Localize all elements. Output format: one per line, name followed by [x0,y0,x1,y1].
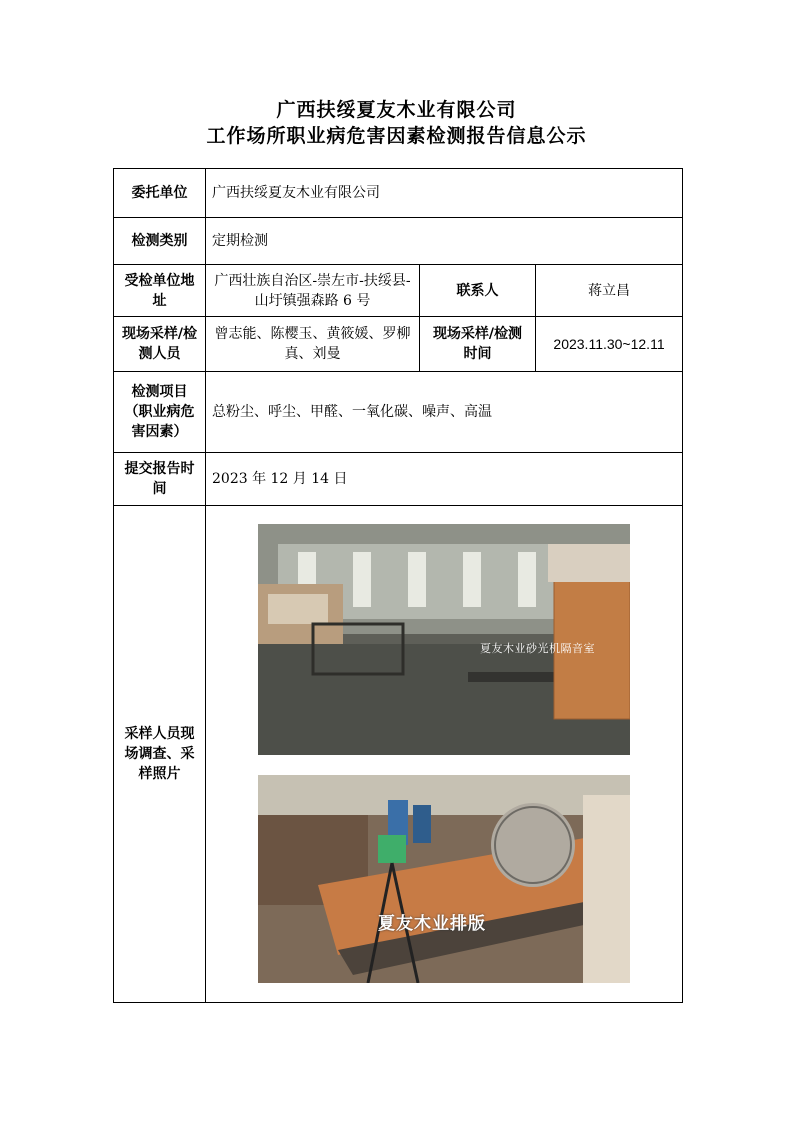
client-value: 广西扶绥夏友木业有限公司 [206,169,683,218]
photos-cell [206,506,683,1003]
row-staff [114,317,683,372]
items-label: 检测项目（职业病危害因素） [114,372,206,453]
company-title: 广西扶绥夏友木业有限公司 [276,99,517,121]
staff-value: 曾志能、陈樱玉、黄筱媛、罗柳真、刘曼 [206,317,420,372]
photos-label: 采样人员现场调查、采样照片 [114,506,206,1003]
row-photos [114,506,683,1003]
row-category [114,218,683,265]
row-items [114,372,683,453]
contact-label: 联系人 [420,265,536,317]
category-value: 定期检测 [206,218,683,265]
report-title: 工作场所职业病危害因素检测报告信息公示 [206,125,587,147]
factory-photo-layup-image [258,775,630,983]
items-value: 总粉尘、呼尘、甲醛、一氧化碳、噪声、高温 [206,372,683,453]
time-value: 2023.11.30~12.11 [536,317,683,372]
report-date-value: 2023 年 12 月 14 日 [206,453,683,506]
photo2-caption: 夏友木业排版 [378,914,486,934]
contact-value: 蒋立昌 [536,265,683,317]
row-report-date [114,453,683,506]
category-label: 检测类别 [114,218,206,265]
factory-photo-sanding-room [258,524,630,755]
photo1-caption: 夏友木业砂光机隔音室 [480,642,595,655]
report-date-label: 提交报告时间 [114,453,206,506]
time-label: 现场采样/检测时间 [420,317,536,372]
row-address [114,265,683,317]
address-label: 受检单位地址 [114,265,206,317]
info-table [113,168,683,1003]
staff-label: 现场采样/检测人员 [114,317,206,372]
factory-photo-layup [258,775,630,983]
address-value: 广西壮族自治区-崇左市-扶绥县-山圩镇强森路 6 号 [206,265,420,317]
row-client [114,169,683,218]
client-label: 委托单位 [114,169,206,218]
